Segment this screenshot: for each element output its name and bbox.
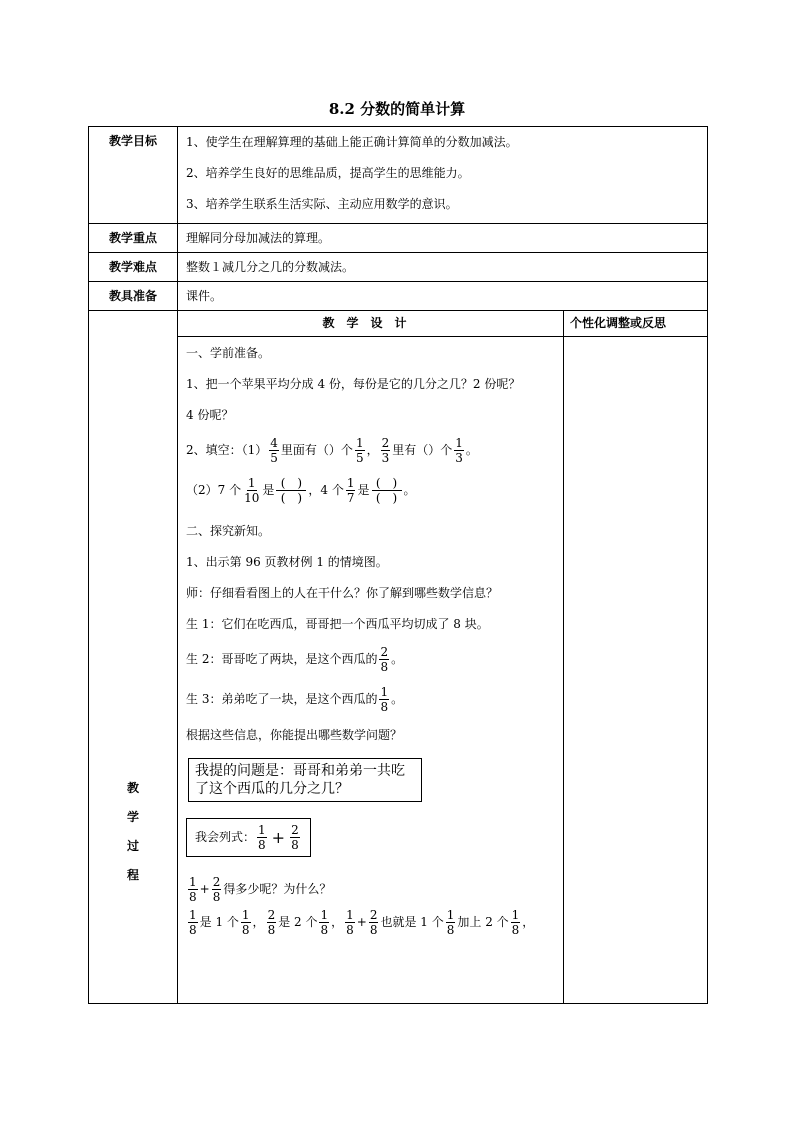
fraction: $\frac{2}{8}$ [212, 875, 221, 904]
process-label-char: 教 [126, 781, 139, 795]
goals-label: 教学目标 [89, 127, 178, 224]
fraction: $\frac{1}{10}$ [244, 476, 260, 505]
section2-heading: 二、探究新知。 [186, 524, 271, 538]
fraction: $\frac{2}{3}$ [381, 436, 390, 465]
question2-prefix: 2、填空：（1） [186, 443, 268, 457]
design-header: 教学设计 [178, 311, 564, 337]
fraction: $\frac{2}{8}$ [291, 823, 299, 852]
process-label-char: 程 [126, 868, 139, 882]
page-title: 8.2 分数的简单计算 [328, 100, 466, 118]
fraction: $\frac{1}{8}$ [320, 908, 329, 937]
reflection-content [564, 337, 708, 1004]
difficulty-row [89, 253, 708, 282]
fraction: $\frac{1}{8}$ [189, 908, 197, 937]
question1-line1: 1、把一个苹果平均分成 4 份，每份是它的几分之几？2 份呢？ [186, 377, 521, 391]
blank-fraction: $\frac{( )}{( )}$ [372, 476, 402, 505]
goal-item: 1、使学生在理解算理的基础上能正确计算简单的分数加减法。 [186, 135, 518, 149]
fraction: $\frac{1}{8}$ [511, 908, 520, 937]
fraction: $\frac{2}{8}$ [267, 908, 276, 937]
process-label [89, 311, 178, 1004]
teacher-line: 师：仔细看看图上的人在干什么？你了解到哪些数学信息？ [186, 586, 499, 600]
question1-line2: 4 份呢？ [186, 408, 234, 422]
goal-item: 2、培养学生良好的思维品质，提高学生的思维能力。 [186, 166, 470, 180]
ask-question-line: 根据这些信息，你能提出哪些数学问题？ [186, 728, 403, 742]
fraction: $\frac{1}{8}$ [258, 823, 266, 852]
fraction: $\frac{4}{5}$ [270, 436, 278, 465]
tools-text: 课件。 [178, 282, 708, 311]
reflection-header: 个性化调整或反思 [564, 311, 708, 337]
process-label-char: 过 [126, 839, 139, 853]
show-picture-line: 1、出示第 96 页教材例 1 的情境图。 [186, 555, 388, 569]
fraction: $\frac{2}{8}$ [380, 645, 389, 674]
goals-row [89, 127, 708, 224]
student1-line: 生 1：它们在吃西瓜，哥哥把一个西瓜平均切成了 8 块。 [186, 617, 489, 631]
design-content-row [89, 337, 708, 1004]
blank-fraction: $\frac{( )}{( )}$ [276, 476, 306, 505]
fraction: $\frac{1}{8}$ [189, 875, 197, 904]
difficulty-text: 整数１减几分之几的分数减法。 [178, 253, 708, 282]
explanation-line: $\frac{1}{8}$ 是 1 个 $\frac{1}{8}$ ， $\frac{2}{8}$ 是 2 个 $\frac{1}{8}$ ， $\frac{1}{8}$ + $\frac{2}{8}$ 也就是 1 个 $\frac{1}{8}$ 加上 2 个 $\frac{1}{8}$ ， [189, 908, 535, 937]
fraction: $\frac{1}{8}$ [346, 908, 354, 937]
question2-line1: 2、填空：（1） $\frac{4}{5}$ 里面有（）个 $\frac{1}{5}$ ， $\frac{2}{3}$ 里有（）个 $\frac{1}{3}$ 。 [186, 436, 478, 465]
key-point-label: 教学重点 [89, 224, 178, 253]
fraction: $\frac{1}{5}$ [355, 436, 364, 465]
tools-row [89, 282, 708, 311]
student2-line: 生 2：哥哥吃了两块，是这个西瓜的 $\frac{2}{8}$ 。 [186, 645, 404, 674]
question2-line2: （2）7 个 $\frac{1}{10}$ 是 $\frac{( )}{( )}$ ，4 个 $\frac{1}{7}$ 是 $\frac{( )}{( )}$ 。 [186, 476, 416, 505]
fraction: $\frac{1}{8}$ [380, 685, 389, 714]
fraction: $\frac{1}{3}$ [455, 436, 463, 465]
section1-heading: 一、学前准备。 [186, 346, 271, 360]
fraction: $\frac{2}{8}$ [369, 908, 378, 937]
tools-label: 教具准备 [89, 282, 178, 311]
result-question-line: $\frac{1}{8}$ + $\frac{2}{8}$ 得多少呢？为什么？ [189, 875, 332, 904]
goals-content [178, 127, 708, 224]
key-point-row [89, 224, 708, 253]
question-box: 我提的问题是：哥哥和弟弟一共吃了这个西瓜的几分之几？ [188, 758, 422, 802]
design-header-row [89, 311, 708, 337]
student3-line: 生 3：弟弟吃了一块，是这个西瓜的 $\frac{1}{8}$ 。 [186, 685, 404, 714]
key-point-text: 理解同分母加减法的算理。 [178, 224, 708, 253]
difficulty-label: 教学难点 [89, 253, 178, 282]
formula-box: 我会列式： $\frac{1}{8}$ + $\frac{2}{8}$ [186, 818, 311, 857]
fraction: $\frac{1}{8}$ [241, 908, 250, 937]
fraction: $\frac{1}{8}$ [446, 908, 455, 937]
lesson-plan-table [88, 126, 708, 1004]
design-content [178, 337, 564, 1004]
process-label-char: 学 [126, 810, 139, 824]
fraction: $\frac{1}{7}$ [346, 476, 355, 505]
goal-item: 3、培养学生联系生活实际、主动应用数学的意识。 [186, 197, 458, 211]
